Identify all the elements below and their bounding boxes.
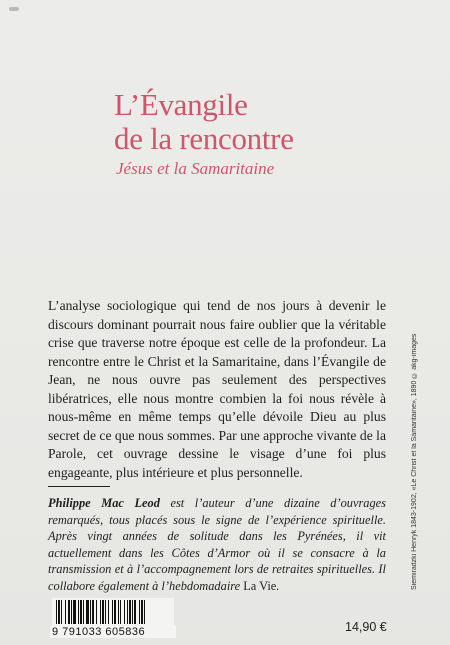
price: 14,90 € [345, 620, 387, 634]
bio-end: . [276, 578, 280, 593]
book-subtitle: Jésus et la Samaritaine [116, 159, 275, 178]
isbn-number: 9 791033 605836 [50, 626, 176, 638]
barcode-bars [56, 600, 170, 624]
author-name: Philippe Mac Leod [48, 496, 160, 510]
title-line-1: L’Évangile [114, 87, 248, 122]
author-bio [48, 495, 386, 595]
bio-text: est l’auteur d’une dizaine d’ouvrages remarqués, tous placés sous le signe de l’expérience spirituelle. Après vingt années de solitude dans les Pyrénées, il vit actuellement dans les Côtes d’Armor où il se consacre à la transmission et à l’accompagnement lors de retraites spirituelles. Il collabore également à l’hebdomadaire [48, 496, 387, 593]
divider-rule [48, 486, 110, 487]
book-title [114, 88, 294, 156]
blurb-text: L’analyse sociologique qui tend de nos jours à devenir le discours dominant pourrait nous faire oublier que la véritable crise que traverse notre époque est celle de la profondeur. La rencontre entre le Christ et la Samaritaine, dans l’Évangile de Jean, ne nous ouvre pas seulement des perspectives libératrices, elle nous montre combien la foi nous révèle à nous-même en même temps qu’elle dévoile Dieu au plus secret de ce que nous sommes. Par une approche vivante de la Parole, cet ouvrage dessine le visage d’une foi plus engageante, plus intérieure et plus personnelle. [48, 298, 386, 480]
corner-mark [9, 7, 19, 11]
title-line-2: de la rencontre [114, 121, 294, 156]
magazine-name: La Vie [243, 578, 277, 593]
image-credit: Siemiradzki Henryk 1843-1902, «Le Christ et la Samaritaine», 1890 © akg-images [411, 333, 418, 590]
